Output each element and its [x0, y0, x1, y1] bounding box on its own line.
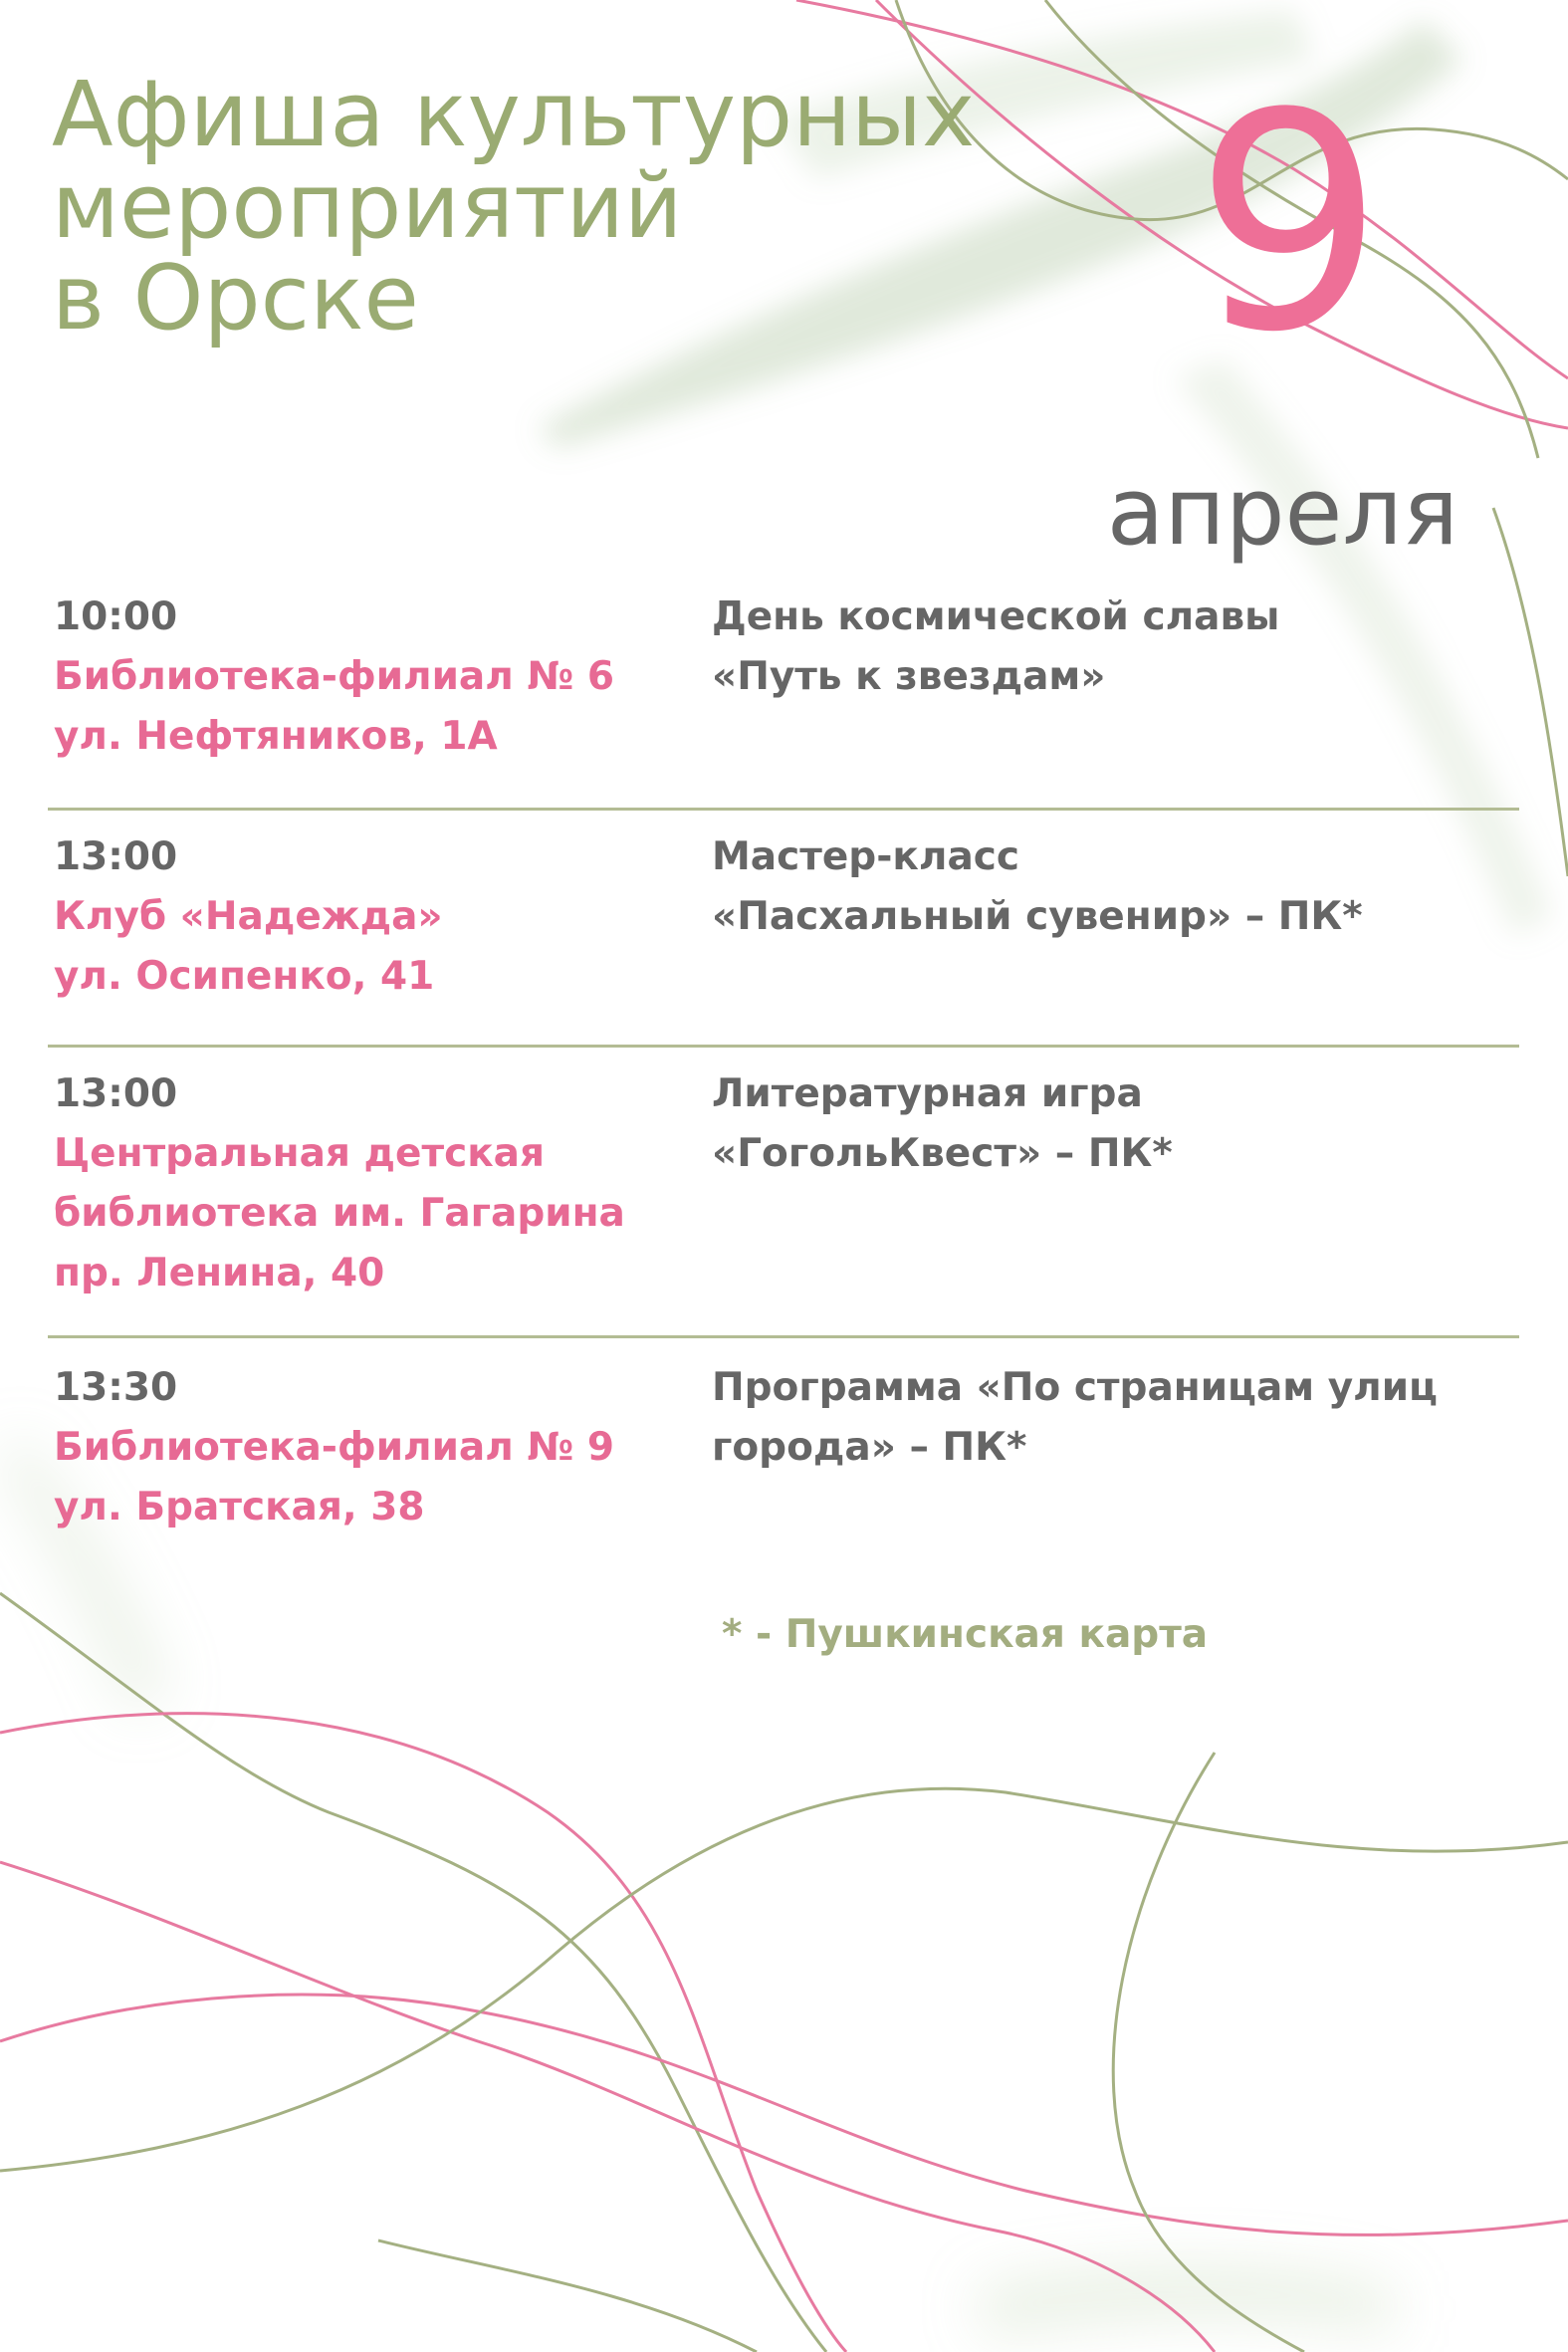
event-description: «ГогольКвест» – ПК* — [712, 1131, 1173, 1176]
title-line: мероприятий — [52, 154, 683, 259]
event-row — [48, 1338, 1519, 1537]
event-address: ул. Осипенко, 41 — [54, 954, 435, 999]
event-where — [48, 827, 712, 1045]
event-row — [48, 588, 1519, 811]
event-what — [712, 588, 1519, 808]
event-list — [48, 588, 1519, 1537]
event-what — [712, 1358, 1519, 1537]
event-venue: Библиотека-филиал № 6 — [54, 654, 615, 699]
event-what — [712, 1064, 1519, 1335]
event-description: Литературная игра — [712, 1071, 1143, 1116]
event-time: 13:00 — [54, 834, 178, 879]
date-day: 9 — [1194, 50, 1385, 397]
event-venue: Клуб «Надежда» — [54, 894, 443, 939]
event-description: «Путь к звездам» — [712, 654, 1106, 699]
watercolor-stroke-left — [0, 1434, 1394, 2335]
event-where — [48, 1358, 712, 1537]
event-row — [48, 1048, 1519, 1338]
page-title — [52, 63, 976, 351]
pushkin-card-footnote: * - Пушкинская карта — [722, 1612, 1209, 1657]
event-venue: Центральная детская — [54, 1131, 546, 1176]
event-time: 13:00 — [54, 1071, 178, 1116]
event-time: 13:30 — [54, 1365, 178, 1410]
event-venue: Библиотека-филиал № 9 — [54, 1425, 615, 1470]
title-line: в Орске — [52, 246, 419, 351]
event-address: пр. Ленина, 40 — [54, 1251, 385, 1295]
event-venue: библиотека им. Гагарина — [54, 1191, 625, 1236]
title-line: Афиша культурных — [52, 63, 976, 167]
event-description: День космической славы — [712, 594, 1280, 639]
date-month: апреля — [1106, 458, 1458, 567]
event-what — [712, 827, 1519, 1045]
event-where — [48, 1064, 712, 1335]
event-description: Программа «По страницам улиц — [712, 1365, 1438, 1410]
event-description: «Пасхальный сувенир» – ПК* — [712, 894, 1363, 939]
event-description: города» – ПК* — [712, 1425, 1027, 1470]
event-address: ул. Нефтяников, 1А — [54, 714, 498, 759]
event-time: 10:00 — [54, 594, 178, 639]
event-address: ул. Братская, 38 — [54, 1485, 425, 1529]
wavy-lines-bottom — [0, 1593, 1568, 2352]
event-description: Мастер-класс — [712, 834, 1019, 879]
event-where — [48, 588, 712, 808]
event-row — [48, 811, 1519, 1048]
